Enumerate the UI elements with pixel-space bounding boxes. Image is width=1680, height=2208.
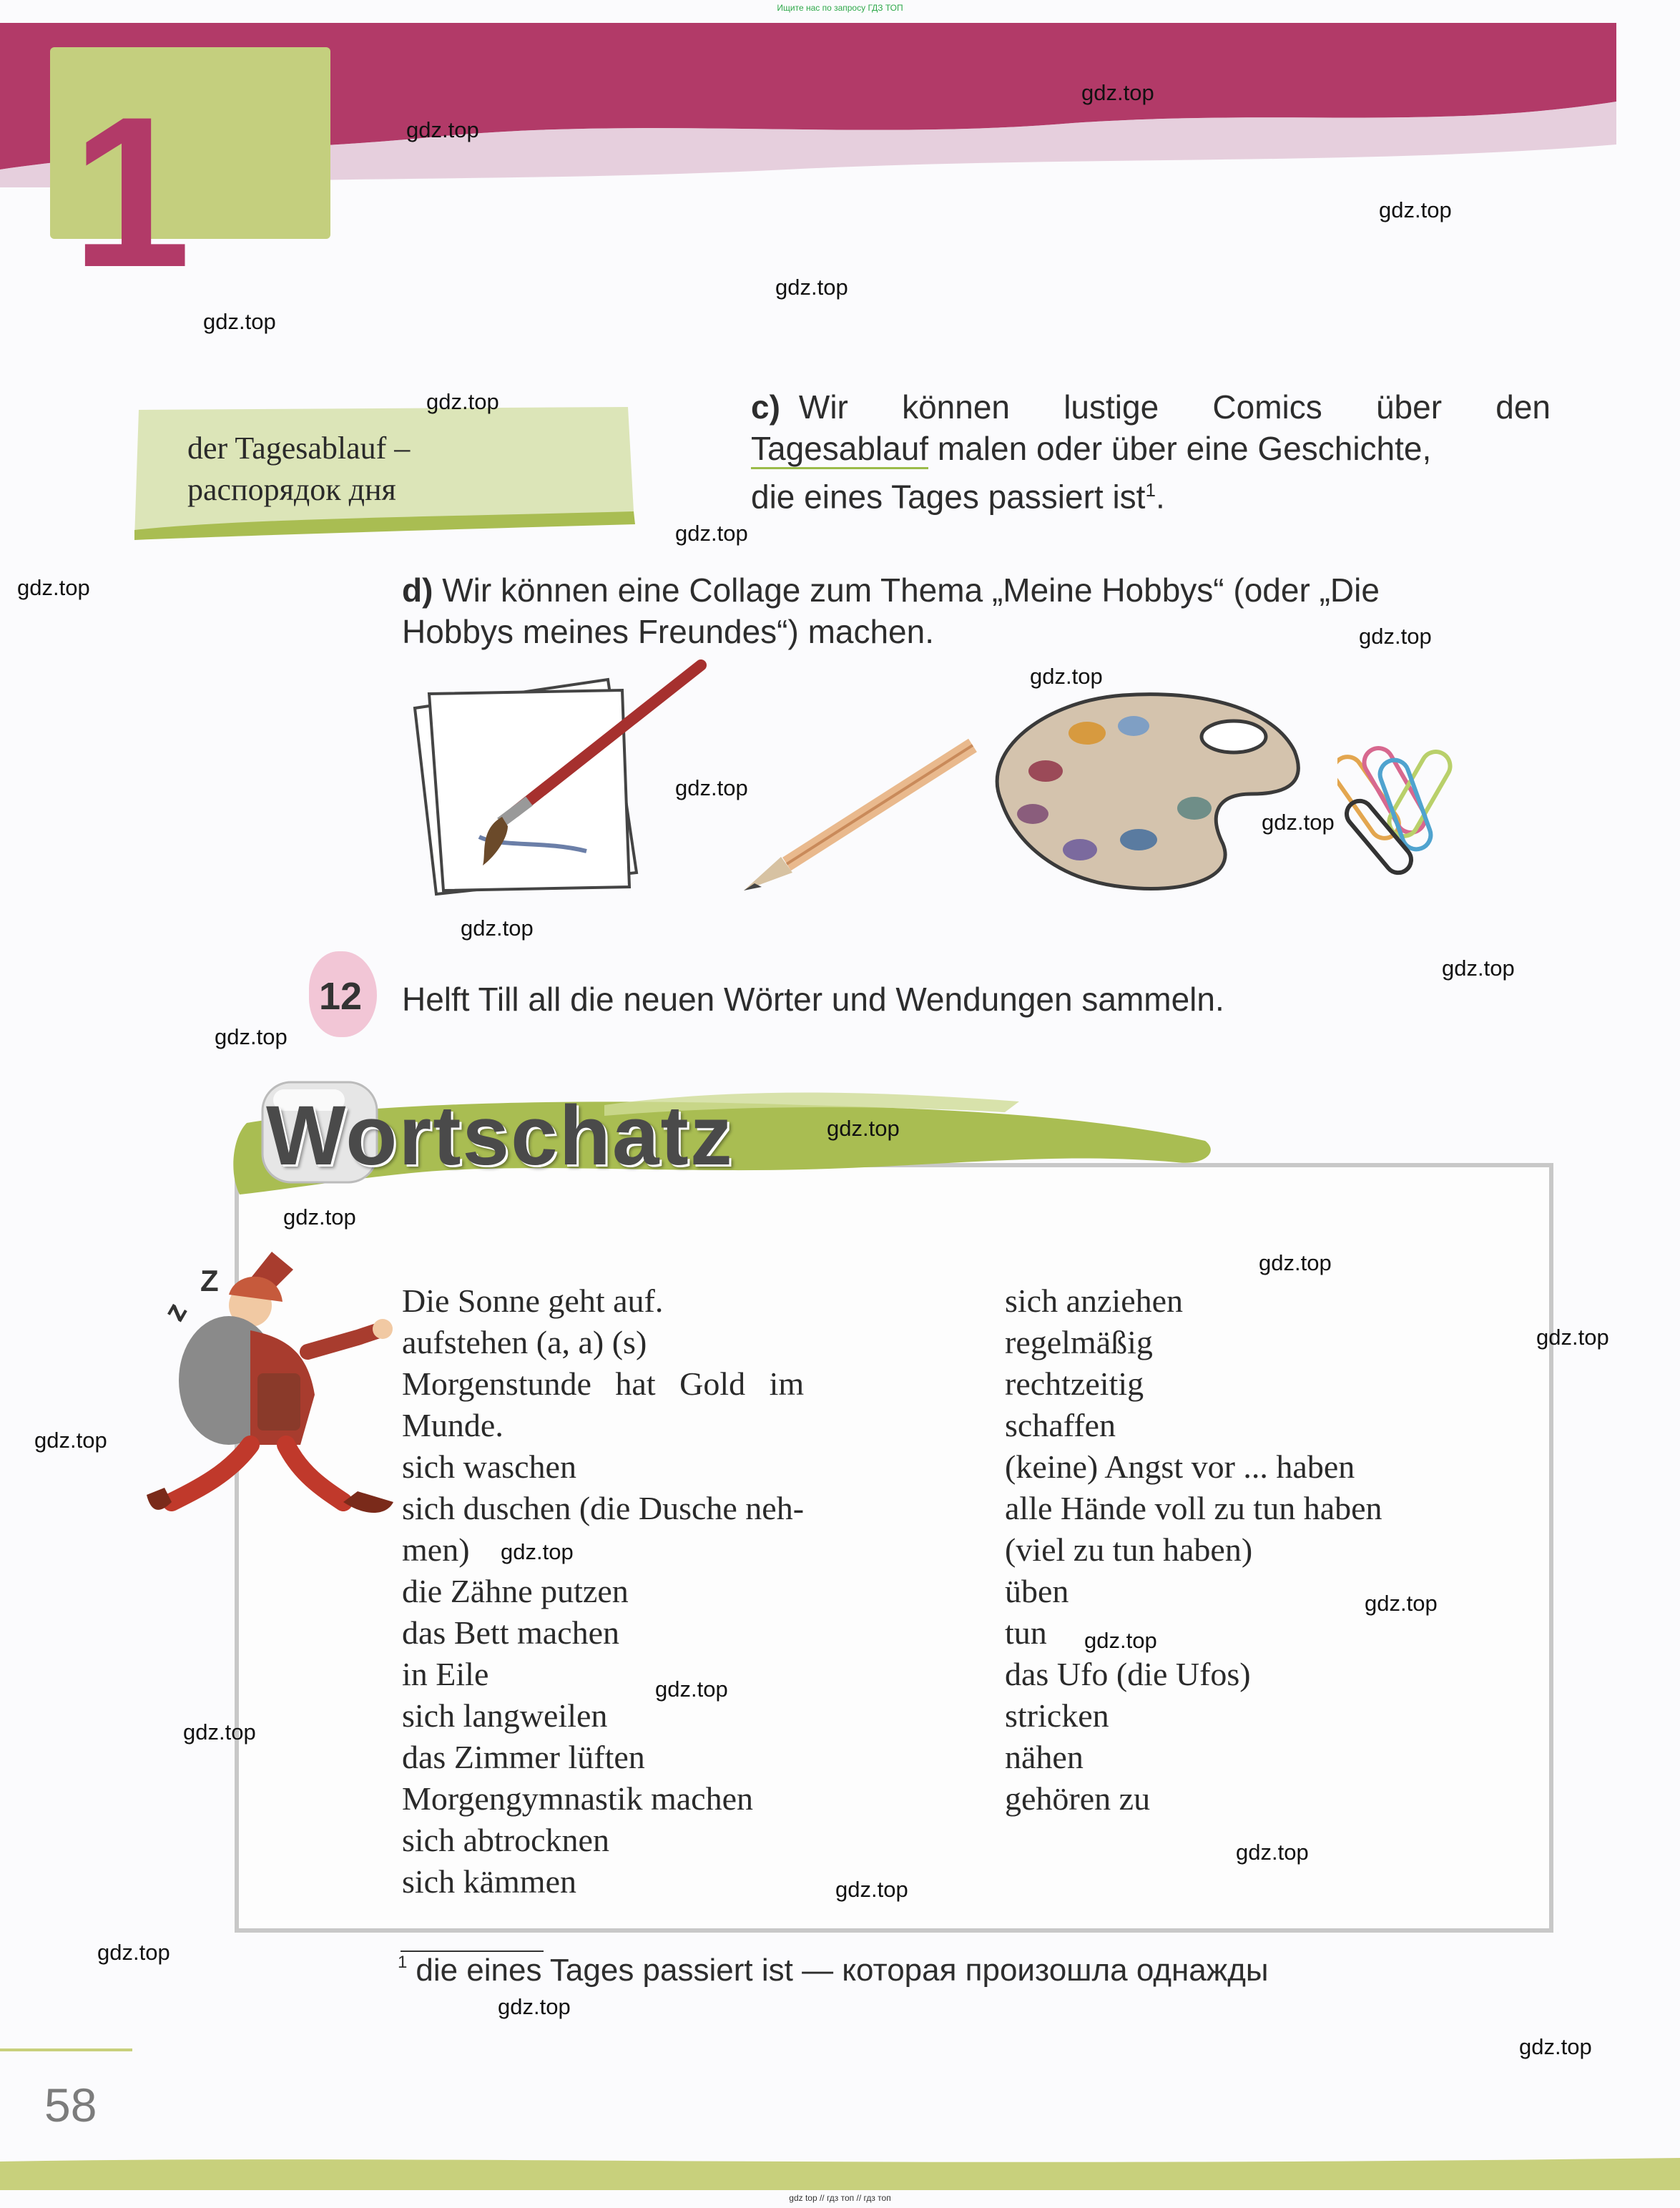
item-c-underlined-word: Tagesablauf xyxy=(751,430,928,469)
watermark: gdz.top xyxy=(97,1940,170,1965)
watermark: gdz.top xyxy=(1359,624,1432,649)
watermark: gdz.top xyxy=(1236,1840,1309,1865)
vocab-item: das Bett machen xyxy=(402,1614,620,1651)
vocab-item: Morgenstunde hat Gold im xyxy=(402,1365,805,1402)
vocabulary-column-left xyxy=(402,1280,974,1903)
watermark: gdz.top xyxy=(183,1719,256,1745)
vocab-item: tun xyxy=(1005,1614,1047,1651)
footnote-mark: 1 xyxy=(398,1953,408,1972)
top-note: Ищите нас по запросу ГДЗ ТОП xyxy=(777,3,903,13)
vocab-item: men) xyxy=(402,1531,470,1568)
paperclips-illustration xyxy=(1337,730,1488,894)
vocab-item: sich langweilen xyxy=(402,1697,608,1734)
watermark: gdz.top xyxy=(827,1116,900,1141)
bottom-strip xyxy=(0,2154,1680,2190)
page-number: 58 xyxy=(44,2079,97,2131)
vocab-item: die Zähne putzen xyxy=(402,1573,629,1609)
wortschatz-title: Wortschatz xyxy=(266,1089,734,1183)
item-c-dot: . xyxy=(1155,478,1165,516)
svg-text:z: z xyxy=(157,1296,194,1327)
bottom-note: gdz top // гдз топ // гдз топ xyxy=(789,2193,891,2203)
item-d-letter: d) xyxy=(402,571,433,609)
watermark: gdz.top xyxy=(34,1428,107,1453)
watermark: gdz.top xyxy=(215,1024,288,1049)
paper-brush-illustration xyxy=(401,658,715,908)
task-instruction: Helft Till all die neuen Wörter und Wendungen sammeln. xyxy=(402,981,1224,1018)
vocab-item: (viel zu tun haben) xyxy=(1005,1531,1253,1568)
footnote-divider xyxy=(401,1951,544,1952)
watermark: gdz.top xyxy=(1259,1250,1332,1275)
glossary-russian: распорядок дня xyxy=(187,472,396,507)
watermark: gdz.top xyxy=(426,389,499,414)
vocab-item: Die Sonne geht auf. xyxy=(402,1282,664,1319)
watermark: gdz.top xyxy=(1081,80,1154,105)
watermark: gdz.top xyxy=(501,1539,574,1564)
item-c-line2: malen oder über eine Geschichte, xyxy=(928,430,1432,467)
item-c xyxy=(751,386,1551,517)
watermark: gdz.top xyxy=(1030,664,1103,689)
page-number-rule xyxy=(0,2048,132,2051)
watermark: gdz.top xyxy=(406,117,479,142)
watermark: gdz.top xyxy=(1379,197,1452,222)
vocab-item: stricken xyxy=(1005,1697,1109,1734)
vocab-item: Morgengymnastik machen xyxy=(402,1780,753,1817)
vocab-item: aufstehen (a, a) (s) xyxy=(402,1324,647,1360)
vocab-item: Munde. xyxy=(402,1407,503,1443)
vocab-item: rechtzeitig xyxy=(1005,1365,1144,1402)
chapter-number: 1 xyxy=(72,72,191,312)
glossary-german: der Tagesablauf – xyxy=(187,431,411,466)
watermark: gdz.top xyxy=(283,1204,356,1230)
watermark: gdz.top xyxy=(203,309,276,334)
vocabulary-column-right xyxy=(1005,1280,1534,1820)
vocab-item: sich kämmen xyxy=(402,1863,576,1900)
vocab-item: das Ufo (die Ufos) xyxy=(1005,1656,1251,1692)
vocab-item: in Eile xyxy=(402,1656,489,1692)
vocab-item: sich anziehen xyxy=(1005,1282,1184,1319)
vocab-item: sich duschen (die Dusche neh- xyxy=(402,1490,805,1526)
watermark: gdz.top xyxy=(1084,1628,1157,1653)
vocab-item: alle Hände voll zu tun haben xyxy=(1005,1490,1382,1526)
svg-text:Z: Z xyxy=(200,1264,219,1297)
watermark: gdz.top xyxy=(675,775,748,800)
item-c-line1: Wir können lustige Comics über den xyxy=(798,388,1551,426)
vocab-item: regelmäßig xyxy=(1005,1324,1153,1360)
vocab-item: sich waschen xyxy=(402,1448,576,1485)
watermark: gdz.top xyxy=(1262,810,1335,835)
footnote-text: die eines Tages passiert ist — которая произошла однажды xyxy=(416,1953,1269,1988)
footnote xyxy=(398,1953,1269,1988)
watermark: gdz.top xyxy=(655,1677,728,1702)
glossary-text xyxy=(187,428,410,511)
item-c-letter: c) xyxy=(751,388,780,426)
pencil-illustration xyxy=(737,737,980,894)
watermark: gdz.top xyxy=(17,575,90,600)
item-c-line3: die eines Tages passiert ist xyxy=(751,478,1146,516)
task-number: 12 xyxy=(319,975,363,1018)
vocab-item: üben xyxy=(1005,1573,1069,1609)
vocab-item: sich abtrocknen xyxy=(402,1822,609,1858)
vocab-item: (keine) Angst vor ... haben xyxy=(1005,1448,1355,1485)
watermark: gdz.top xyxy=(835,1877,908,1902)
watermark: gdz.top xyxy=(1536,1325,1609,1350)
watermark: gdz.top xyxy=(461,916,534,941)
watermark: gdz.top xyxy=(1365,1591,1438,1616)
vocab-item: nähen xyxy=(1005,1739,1084,1775)
vocab-item: schaffen xyxy=(1005,1407,1116,1443)
vocab-item: das Zimmer lüften xyxy=(402,1739,645,1775)
till-character-illustration xyxy=(143,1230,408,1552)
watermark: gdz.top xyxy=(775,275,848,300)
palette-illustration xyxy=(980,687,1302,894)
item-d-line2: Hobbys meines Freundes“) machen. xyxy=(402,613,934,650)
watermark: gdz.top xyxy=(1519,2034,1592,2059)
footnote-ref: 1 xyxy=(1145,479,1156,501)
watermark: gdz.top xyxy=(675,521,748,546)
vocab-item: gehören zu xyxy=(1005,1780,1151,1817)
item-d-line1: Wir können eine Collage zum Thema „Meine Hobbys“ (oder „Die xyxy=(442,571,1380,609)
watermark: gdz.top xyxy=(498,1994,571,2019)
watermark: gdz.top xyxy=(1442,956,1515,981)
